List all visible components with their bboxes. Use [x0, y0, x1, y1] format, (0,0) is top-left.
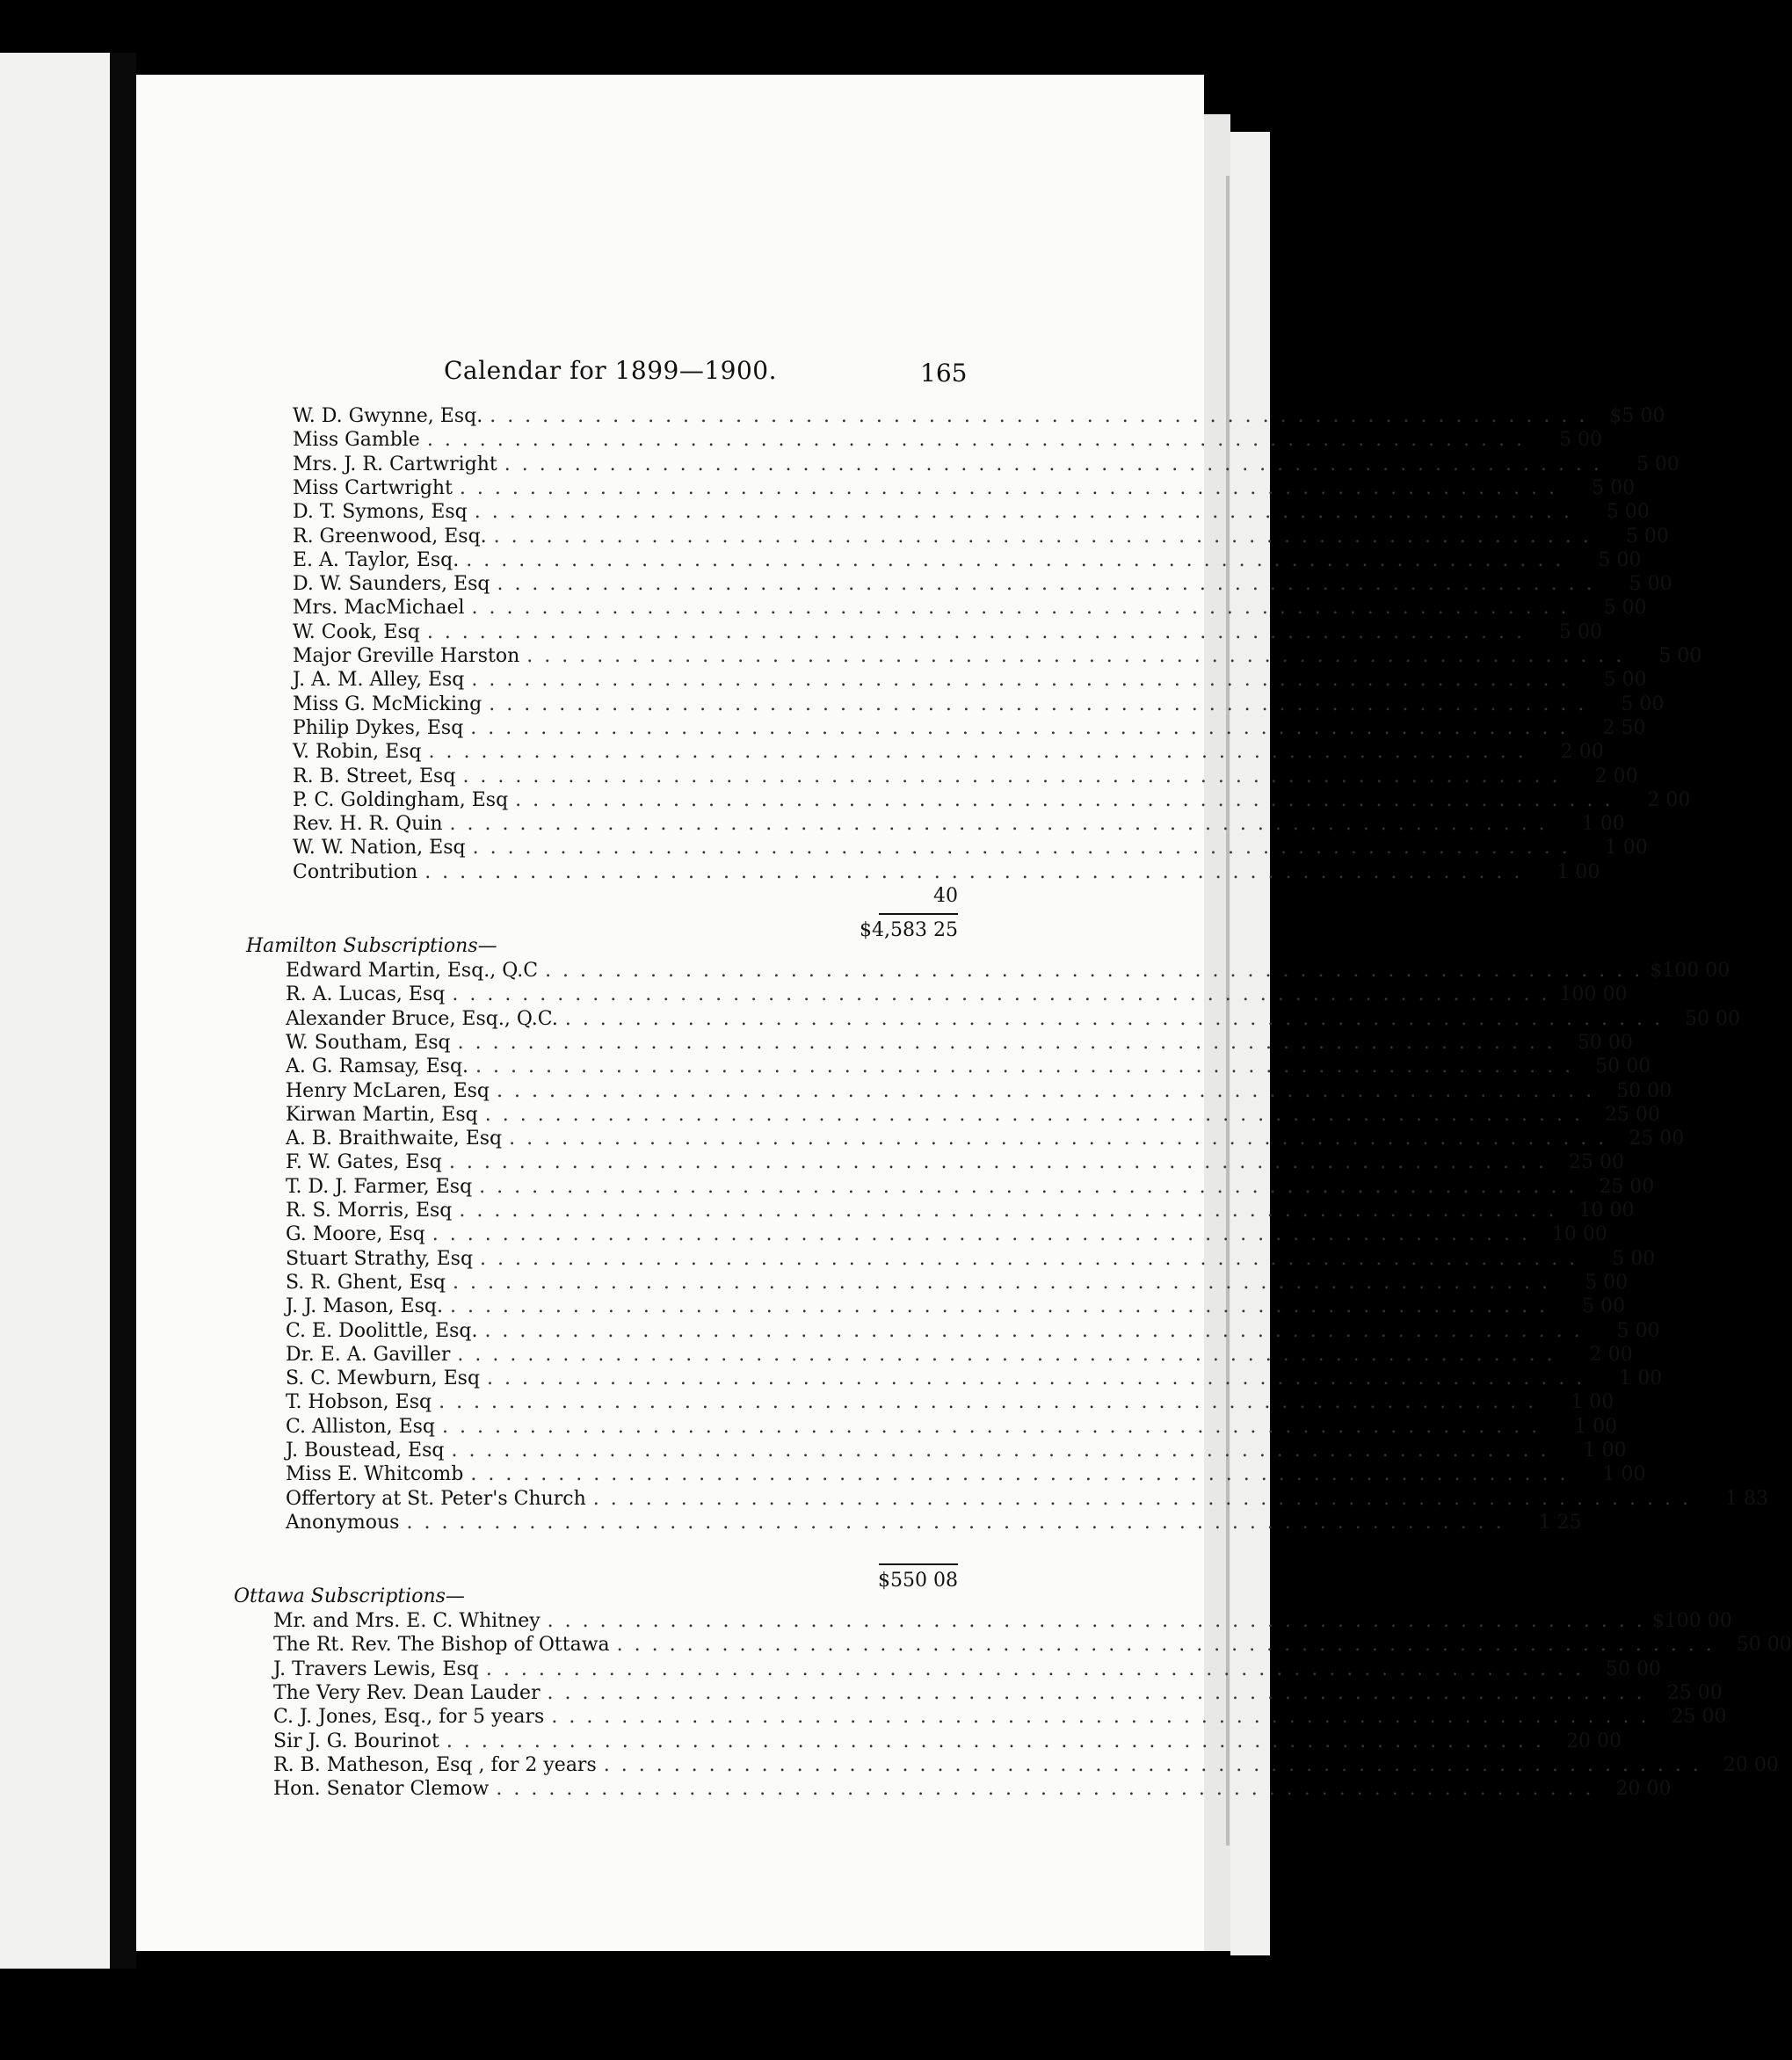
leader-dots: . . . . . . . . . . . . . . . . . . . . . . . . . . . . . . . . . . . . . . . . . . . . . . . . . . . . . . . . . . . . . . . — [459, 1200, 1557, 1222]
subscriber-name: C. E. Doolittle, Esq. — [286, 1319, 478, 1342]
leader-dots: . . . . . . . . . . . . . . . . . . . . . . . . . . . . . . . . . . . . . . . . . . . . . . . . . . . . . . . . . . . . . . . — [446, 1730, 1545, 1752]
subscriber-name: J. A. M. Alley, Esq — [293, 669, 465, 692]
subscriber-name: Kirwan Martin, Esq — [286, 1103, 478, 1126]
subscriber-name: T. D. J. Farmer, Esq — [286, 1175, 473, 1198]
leader-dots: . . . . . . . . . . . . . . . . . . . . . . . . . . . . . . . . . . . . . . . . . . . . . . . . . . . . . . . . . . . . . . . — [496, 1778, 1594, 1801]
subscriber-name: W. W. Nation, Esq — [293, 837, 466, 860]
amount: 25 00 — [1671, 1706, 1727, 1729]
leader-dots: . . . . . . . . . . . . . . . . . . . . . . . . . . . . . . . . . . . . . . . . . . . . . . . . . . . . . . . . . . . . . . . — [470, 716, 1569, 739]
ledger-row — [293, 668, 1647, 692]
ledger-row — [286, 1271, 1629, 1295]
leader-dots: . . . . . . . . . . . . . . . . . . . . . . . . . . . . . . . . . . . . . . . . . . . . . . . . . . . . . . . . . . . . . . . — [466, 548, 1564, 571]
leader-dots: . . . . . . . . . . . . . . . . . . . . . . . . . . . . . . . . . . . . . . . . . . . . . . . . . . . . . . . . . . . . . . . — [457, 1031, 1556, 1054]
amount: 2 00 — [1560, 741, 1604, 764]
subscriber-name: Mr. and Mrs. E. C. Whitney — [273, 1610, 541, 1632]
page-title: Calendar for 1899—1900. — [444, 356, 777, 385]
amount: 5 00 — [1585, 1271, 1629, 1294]
leader-dots: . . . . . . . . . . . . . . . . . . . . . . . . . . . . . . . . . . . . . . . . . . . . . . . . . . . . . . . . . . . . . . . — [459, 476, 1558, 499]
amount: 5 00 — [1603, 597, 1647, 620]
amount: 2 00 — [1647, 788, 1691, 811]
amount: 5 00 — [1603, 669, 1647, 692]
leader-dots: . . . . . . . . . . . . . . . . . . . . . . . . . . . . . . . . . . . . . . . . . . . . . . . . . . . . . . . . . . . . . . . — [449, 1295, 1549, 1318]
leader-dots: . . . . . . . . . . . . . . . . . . . . . . . . . . . . . . . . . . . . . . . . . . . . . . . . . . . . . . . . . . . . . . . — [504, 453, 1602, 475]
amount: 2 50 — [1602, 716, 1646, 739]
ledger-row — [286, 1175, 1655, 1199]
leader-dots: . . . . . . . . . . . . . . . . . . . . . . . . . . . . . . . . . . . . . . . . . . . . . . . . . . . . . . . . . . . . . . . — [457, 1343, 1556, 1366]
section-total: $4,583 25 — [860, 919, 958, 941]
section-total: $550 08 — [878, 1570, 958, 1592]
amount: 5 00 — [1625, 525, 1669, 548]
ledger-row — [286, 1222, 1607, 1246]
ledger-row — [286, 983, 1628, 1006]
leader-dots: . . . . . . . . . . . . . . . . . . . . . . . . . . . . . . . . . . . . . . . . . . . . . . . . . . . . . . . . . . . . . . . — [616, 1634, 1715, 1657]
ledger-row — [286, 1031, 1633, 1055]
amount: 5 00 — [1616, 1319, 1660, 1342]
amount: 1 00 — [1619, 1367, 1663, 1390]
amount: 1 00 — [1583, 1440, 1627, 1462]
leader-dots: . . . . . . . . . . . . . . . . . . . . . . . . . . . . . . . . . . . . . . . . . . . . . . . . . . . . . . . . . . . . . . . — [526, 645, 1625, 667]
leader-dots: . . . . . . . . . . . . . . . . . . . . . . . . . . . . . . . . . . . . . . . . . . . . . . . . . . . . . . . . . . . . . . . — [462, 765, 1561, 787]
leader-dots: . . . . . . . . . . . . . . . . . . . . . . . . . . . . . . . . . . . . . . . . . . . . . . . . . . . . . . . . . . . . . . . — [545, 960, 1643, 982]
ledger-row — [293, 453, 1680, 476]
subscriber-name: F. W. Gates, Esq — [286, 1151, 442, 1174]
leader-dots: . . . . . . . . . . . . . . . . . . . . . . . . . . . . . . . . . . . . . . . . . . . . . . . . . . . . . . . . . . . . . . . — [479, 1175, 1578, 1198]
ledger-row — [293, 525, 1669, 548]
leader-dots: . . . . . . . . . . . . . . . . . . . . . . . . . . . . . . . . . . . . . . . . . . . . . . . . . . . . . . . . . . . . . . . — [493, 525, 1592, 548]
ledger-row — [293, 788, 1691, 812]
subscriber-name: R. A. Lucas, Esq — [286, 983, 446, 1006]
amount: 50 00 — [1685, 1007, 1740, 1030]
ledger-row — [273, 1753, 1779, 1777]
amount: 20 00 — [1615, 1778, 1672, 1801]
ledger-row — [293, 596, 1647, 620]
amount: 25 00 — [1604, 1103, 1660, 1126]
leader-dots: . . . . . . . . . . . . . . . . . . . . . . . . . . . . . . . . . . . . . . . . . . . . . . . . . . . . . . . . . . . . . . . — [452, 983, 1550, 1006]
ledger-row — [286, 1007, 1740, 1031]
subscriber-name: A. B. Braithwaite, Esq — [286, 1128, 503, 1150]
subscriber-name: R. B. Street, Esq — [293, 765, 456, 787]
subscriber-name: Rev. H. R. Quin — [293, 813, 443, 836]
subscriber-name: Anonymous — [286, 1511, 400, 1534]
amount: $100 00 — [1650, 960, 1730, 982]
leader-dots: . . . . . . . . . . . . . . . . . . . . . . . . . . . . . . . . . . . . . . . . . . . . . . . . . . . . . . . . . . . . . . . — [475, 1055, 1574, 1078]
section-heading: Hamilton Subscriptions— — [246, 935, 497, 957]
ledger-row — [286, 1103, 1660, 1127]
subscriber-name: T. Hobson, Esq — [286, 1391, 432, 1414]
ledger-row — [293, 836, 1648, 860]
ledger-row — [293, 644, 1702, 668]
subscriber-name: W. Cook, Esq — [293, 620, 420, 643]
leader-dots: . . . . . . . . . . . . . . . . . . . . . . . . . . . . . . . . . . . . . . . . . . . . . . . . . . . . . . . . . . . . . . . — [564, 1007, 1663, 1030]
ledger-row — [273, 1681, 1723, 1705]
ledger-row — [293, 716, 1646, 740]
amount: 50 00 — [1606, 1657, 1662, 1680]
amount: 5 00 — [1559, 620, 1602, 643]
book-gutter — [110, 53, 136, 1969]
amount: 1 00 — [1556, 860, 1600, 883]
leader-dots: . . . . . . . . . . . . . . . . . . . . . . . . . . . . . . . . . . . . . . . . . . . . . . . . . . . . . . . . . . . . . . . — [451, 1440, 1549, 1462]
amount: 5 00 — [1606, 501, 1650, 524]
leader-dots: . . . . . . . . . . . . . . . . . . . . . . . . . . . . . . . . . . . . . . . . . . . . . . . . . . . . . . . . . . . . . . . — [603, 1753, 1701, 1776]
leader-dots: . . . . . . . . . . . . . . . . . . . . . . . . . . . . . . . . . . . . . . . . . . . . . . . . . . . . . . . . . . . . . . . — [509, 1128, 1607, 1150]
subscriber-name: Alexander Bruce, Esq., Q.C. — [286, 1007, 558, 1030]
leader-dots: . . . . . . . . . . . . . . . . . . . . . . . . . . . . . . . . . . . . . . . . . . . . . . . . . . . . . . . . . . . . . . . — [428, 741, 1527, 764]
leader-dots: . . . . . . . . . . . . . . . . . . . . . . . . . . . . . . . . . . . . . . . . . . . . . . . . . . . . . . . . . . . . . . . — [442, 1415, 1541, 1438]
ledger-row — [286, 1367, 1663, 1390]
amount: 1 00 — [1602, 1463, 1646, 1486]
subscriber-name: Sir J. G. Bourinot — [273, 1730, 439, 1752]
leader-dots: . . . . . . . . . . . . . . . . . . . . . . . . . . . . . . . . . . . . . . . . . . . . . . . . . . . . . . . . . . . . . . . — [515, 788, 1614, 811]
ledger-row — [273, 1633, 1792, 1657]
amount: 50 00 — [1577, 1031, 1633, 1054]
amount: 10 00 — [1578, 1200, 1635, 1222]
ledger-row — [293, 476, 1636, 500]
amount: 1 25 — [1538, 1511, 1582, 1534]
ledger-row — [293, 884, 958, 908]
leader-dots: . . . . . . . . . . . . . . . . . . . . . . . . . . . . . . . . . . . . . . . . . . . . . . . . . . . . . . . . . . . . . . . — [449, 813, 1548, 836]
subscriber-name: Henry McLaren, Esq — [286, 1079, 490, 1102]
subscriber-name: E. A. Taylor, Esq. — [293, 548, 460, 571]
subscriber-name: Mrs. MacMichael — [293, 597, 465, 620]
ledger-row — [286, 1487, 1768, 1511]
subscriber-name: W. D. Gwynne, Esq. — [293, 405, 483, 427]
subscriber-name: V. Robin, Esq — [293, 741, 422, 764]
leader-dots: . . . . . . . . . . . . . . . . . . . . . . . . . . . . . . . . . . . . . . . . . . . . . . . . . . . . . . . . . . . . . . . — [474, 501, 1572, 524]
total-rule — [879, 1563, 958, 1565]
ledger-row — [293, 765, 1638, 788]
running-header — [136, 356, 1204, 391]
amount: 10 00 — [1551, 1223, 1607, 1246]
page-number: 165 — [920, 359, 968, 388]
ledger-row — [286, 1343, 1633, 1367]
amount: 50 00 — [1595, 1055, 1651, 1078]
amount: 100 00 — [1559, 983, 1628, 1006]
amount: 2 00 — [1589, 1343, 1633, 1366]
leader-dots: . . . . . . . . . . . . . . . . . . . . . . . . . . . . . . . . . . . . . . . . . . . . . . . . . . . . . . . . . . . . . . . — [406, 1511, 1505, 1534]
subscriber-name: P. C. Goldingham, Esq — [293, 788, 509, 811]
subscriber-name: Miss G. McMicking — [293, 693, 482, 715]
leader-dots: . . . . . . . . . . . . . . . . . . . . . . . . . . . . . . . . . . . . . . . . . . . . . . . . . . . . . . . . . . . . . . . — [489, 693, 1587, 715]
amount: 50 00 — [1616, 1079, 1672, 1102]
subscriber-name: Stuart Strathy, Esq — [286, 1247, 474, 1270]
amount: 40 — [933, 885, 958, 907]
subscriber-name: Contribution — [293, 860, 418, 883]
subscriber-name: J. J. Mason, Esq. — [286, 1295, 443, 1318]
ledger-row — [286, 1415, 1618, 1439]
leader-dots: . . . . . . . . . . . . . . . . . . . . . . . . . . . . . . . . . . . . . . . . . . . . . . . . . . . . . . . . . . . . . . . — [497, 573, 1595, 596]
ledger-row — [286, 1150, 1624, 1174]
ledger-row — [293, 428, 1602, 452]
subscriber-name: Mrs. J. R. Cartwright — [293, 453, 497, 475]
leader-dots: . . . . . . . . . . . . . . . . . . . . . . . . . . . . . . . . . . . . . . . . . . . . . . . . . . . . . . . . . . . . . . . — [487, 1367, 1585, 1390]
ledger-row — [273, 1609, 1732, 1633]
ledger-row — [286, 1247, 1656, 1271]
amount: $5 00 — [1609, 405, 1665, 427]
ledger-row — [293, 620, 1602, 644]
amount: 5 00 — [1629, 573, 1672, 596]
subscriber-name: D. T. Symons, Esq — [293, 501, 468, 524]
subscriber-name: Philip Dykes, Esq — [293, 716, 464, 739]
ledger-row — [286, 1462, 1646, 1486]
amount: $100 00 — [1651, 1610, 1732, 1632]
subscriber-name: R. Greenwood, Esq. — [293, 525, 487, 548]
ledger-row — [286, 1127, 1685, 1150]
subscriber-name: W. Southam, Esq — [286, 1031, 451, 1054]
amount: 50 00 — [1736, 1634, 1792, 1657]
leader-dots: . . . . . . . . . . . . . . . . . . . . . . . . . . . . . . . . . . . . . . . . . . . . . . . . . . . . . . . . . . . . . . . — [439, 1391, 1537, 1414]
subscriber-name: S. R. Ghent, Esq — [286, 1271, 446, 1294]
amount: 1 00 — [1581, 813, 1625, 836]
ledger-row — [293, 500, 1650, 524]
ledger-row — [286, 1511, 1582, 1534]
amount: 1 00 — [1604, 837, 1648, 860]
leader-dots: . . . . . . . . . . . . . . . . . . . . . . . . . . . . . . . . . . . . . . . . . . . . . . . . . . . . . . . . . . . . . . . — [470, 1463, 1569, 1486]
leader-dots: . . . . . . . . . . . . . . . . . . . . . . . . . . . . . . . . . . . . . . . . . . . . . . . . . . . . . . . . . . . . . . . — [426, 429, 1525, 452]
subscriber-name: R. B. Matheson, Esq , for 2 years — [273, 1753, 597, 1776]
leader-dots: . . . . . . . . . . . . . . . . . . . . . . . . . . . . . . . . . . . . . . . . . . . . . . . . . . . . . . . . . . . . . . . — [484, 1319, 1583, 1342]
ledger-row — [286, 1439, 1627, 1462]
amount: 25 00 — [1629, 1128, 1685, 1150]
ledger-row — [286, 1295, 1626, 1318]
ledger-row — [293, 860, 1600, 884]
ledger-row — [286, 959, 1730, 983]
leader-dots: . . . . . . . . . . . . . . . . . . . . . . . . . . . . . . . . . . . . . . . . . . . . . . . . . . . . . . . . . . . . . . . — [471, 669, 1570, 692]
amount: 25 00 — [1569, 1151, 1624, 1174]
subscriber-name: Miss Cartwright — [293, 476, 453, 499]
amount: 20 00 — [1723, 1753, 1779, 1776]
leader-dots: . . . . . . . . . . . . . . . . . . . . . . . . . . . . . . . . . . . . . . . . . . . . . . . . . . . . . . . . . . . . . . . — [592, 1487, 1691, 1510]
amount: 5 00 — [1592, 476, 1636, 499]
ledger-row — [286, 1390, 1614, 1414]
leader-dots: . . . . . . . . . . . . . . . . . . . . . . . . . . . . . . . . . . . . . . . . . . . . . . . . . . . . . . . . . . . . . . . — [480, 1247, 1578, 1270]
leader-dots: . . . . . . . . . . . . . . . . . . . . . . . . . . . . . . . . . . . . . . . . . . . . . . . . . . . . . . . . . . . . . . . — [497, 1079, 1595, 1102]
subscriber-name: Dr. E. A. Gaviller — [286, 1343, 451, 1366]
ledger-row — [273, 1730, 1622, 1753]
subscriber-name: R. S. Morris, Esq — [286, 1200, 453, 1222]
ledger-row — [286, 1199, 1635, 1222]
subscriber-name: Miss E. Whitcomb — [286, 1463, 464, 1486]
ledger-row — [286, 1055, 1651, 1078]
subscriber-name: Miss Gamble — [293, 429, 420, 452]
subscriber-name: S. C. Mewburn, Esq — [286, 1367, 481, 1390]
amount: 5 00 — [1612, 1247, 1656, 1270]
ledger-row — [293, 404, 1665, 428]
amount: 1 83 — [1724, 1487, 1768, 1510]
amount: 25 00 — [1666, 1681, 1723, 1704]
amount: 5 00 — [1636, 453, 1680, 475]
leader-dots: . . . . . . . . . . . . . . . . . . . . . . . . . . . . . . . . . . . . . . . . . . . . . . . . . . . . . . . . . . . . . . . — [426, 620, 1525, 643]
ledger-row — [273, 1657, 1662, 1681]
leader-dots: . . . . . . . . . . . . . . . . . . . . . . . . . . . . . . . . . . . . . . . . . . . . . . . . . . . . . . . . . . . . . . . — [485, 1657, 1585, 1680]
amount: 20 00 — [1566, 1730, 1622, 1752]
subscriber-name: The Rt. Rev. The Bishop of Ottawa — [273, 1634, 610, 1657]
leader-dots: . . . . . . . . . . . . . . . . . . . . . . . . . . . . . . . . . . . . . . . . . . . . . . . . . . . . . . . . . . . . . . . — [453, 1271, 1551, 1294]
subscriber-name: C. Alliston, Esq — [286, 1415, 435, 1438]
leader-dots: . . . . . . . . . . . . . . . . . . . . . . . . . . . . . . . . . . . . . . . . . . . . . . . . . . . . . . . . . . . . . . . — [547, 1610, 1645, 1632]
ledger-row — [293, 572, 1672, 596]
leader-dots: . . . . . . . . . . . . . . . . . . . . . . . . . . . . . . . . . . . . . . . . . . . . . . . . . . . . . . . . . . . . . . . — [551, 1706, 1650, 1729]
ledger-row — [273, 1777, 1672, 1801]
subscriber-name: C. J. Jones, Esq., for 5 years — [273, 1706, 545, 1729]
leader-dots: . . . . . . . . . . . . . . . . . . . . . . . . . . . . . . . . . . . . . . . . . . . . . . . . . . . . . . . . . . . . . . . — [424, 860, 1523, 883]
amount: 5 00 — [1621, 693, 1665, 715]
subscriber-name: Major Greville Harston — [293, 645, 520, 667]
ledger-row — [286, 1319, 1660, 1343]
subscriber-name: J. Boustead, Esq — [286, 1440, 445, 1462]
leader-dots: . . . . . . . . . . . . . . . . . . . . . . . . . . . . . . . . . . . . . . . . . . . . . . . . . . . . . . . . . . . . . . . — [472, 837, 1571, 860]
amount: 5 00 — [1559, 429, 1602, 452]
leader-dots: . . . . . . . . . . . . . . . . . . . . . . . . . . . . . . . . . . . . . . . . . . . . . . . . . . . . . . . . . . . . . . . — [547, 1681, 1645, 1704]
leader-dots: . . . . . . . . . . . . . . . . . . . . . . . . . . . . . . . . . . . . . . . . . . . . . . . . . . . . . . . . . . . . . . . — [471, 597, 1570, 620]
subscriber-name: A. G. Ramsay, Esq. — [286, 1055, 469, 1078]
amount: 5 00 — [1598, 548, 1642, 571]
amount: 5 00 — [1658, 645, 1702, 667]
ledger-row — [286, 1079, 1672, 1103]
leader-dots: . . . . . . . . . . . . . . . . . . . . . . . . . . . . . . . . . . . . . . . . . . . . . . . . . . . . . . . . . . . . . . . — [490, 405, 1588, 427]
ledger-row — [293, 740, 1604, 764]
ledger-row — [273, 1705, 1727, 1729]
subscriber-name: G. Moore, Esq — [286, 1223, 425, 1246]
subscriber-name: Offertory at St. Peter's Church — [286, 1487, 586, 1510]
total-rule — [879, 913, 958, 915]
amount: 25 00 — [1599, 1175, 1655, 1198]
ledger-row — [293, 693, 1665, 716]
subscriber-name: The Very Rev. Dean Lauder — [273, 1681, 541, 1704]
amount: 1 00 — [1574, 1415, 1618, 1438]
subscriber-name: Edward Martin, Esq., Q.C — [286, 960, 539, 982]
amount: 5 00 — [1582, 1295, 1626, 1318]
amount: 1 00 — [1571, 1391, 1614, 1414]
left-page-edge — [0, 53, 110, 1969]
ledger-row — [293, 548, 1642, 572]
subscriber-name: Hon. Senator Clemow — [273, 1778, 490, 1801]
subscriber-name: J. Travers Lewis, Esq — [273, 1657, 479, 1680]
leader-dots: . . . . . . . . . . . . . . . . . . . . . . . . . . . . . . . . . . . . . . . . . . . . . . . . . . . . . . . . . . . . . . . — [432, 1223, 1530, 1246]
ledger-row — [293, 812, 1625, 836]
leader-dots: . . . . . . . . . . . . . . . . . . . . . . . . . . . . . . . . . . . . . . . . . . . . . . . . . . . . . . . . . . . . . . . — [484, 1103, 1583, 1126]
document-page — [136, 75, 1792, 1951]
amount: 2 00 — [1594, 765, 1638, 787]
leader-dots: . . . . . . . . . . . . . . . . . . . . . . . . . . . . . . . . . . . . . . . . . . . . . . . . . . . . . . . . . . . . . . . — [448, 1151, 1547, 1174]
subscriber-name: D. W. Saunders, Esq — [293, 573, 490, 596]
section-heading: Ottawa Subscriptions— — [234, 1585, 465, 1607]
